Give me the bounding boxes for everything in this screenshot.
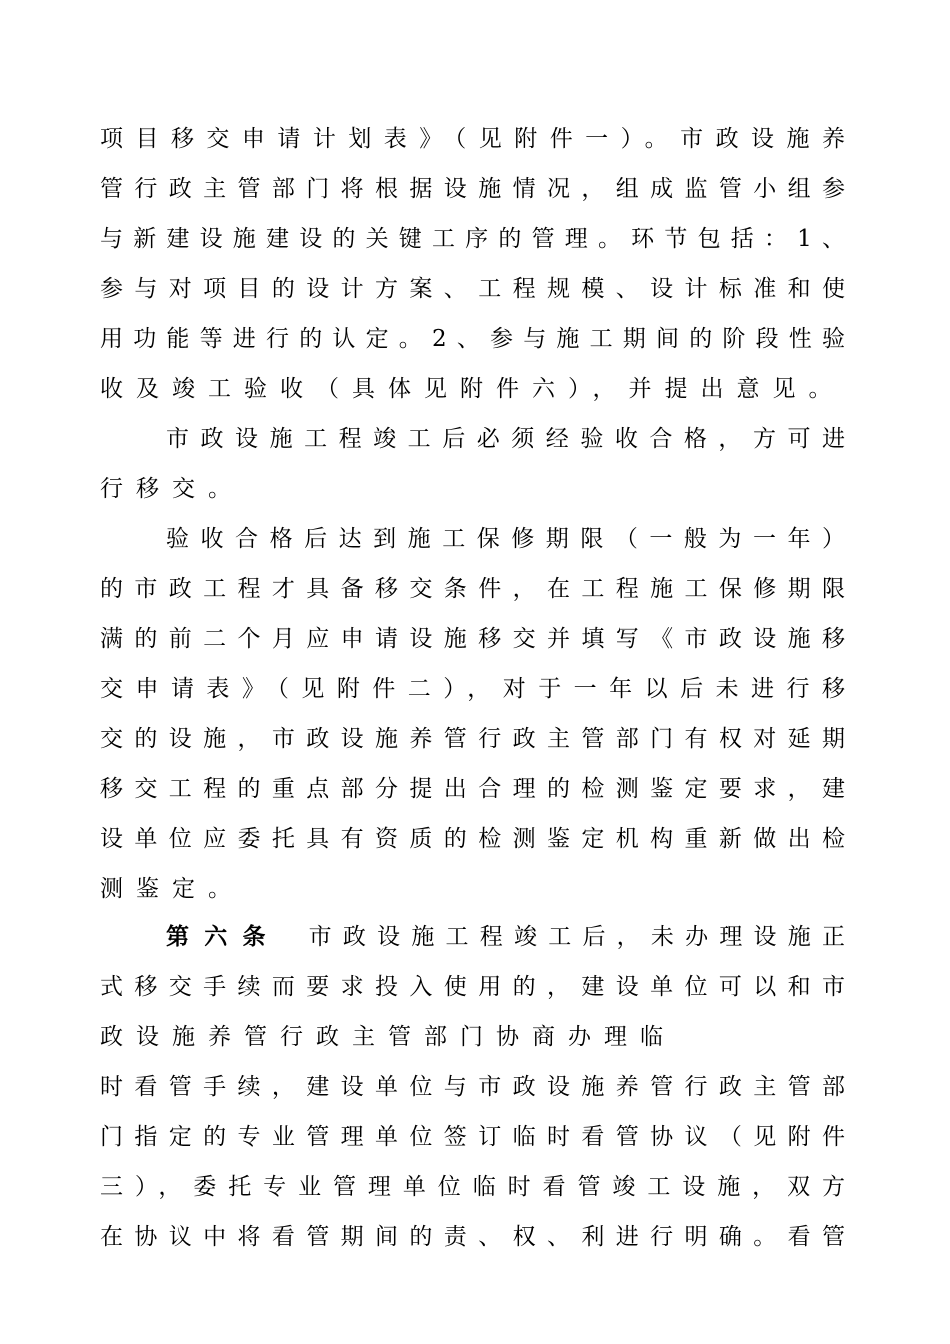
- text-line: 在协议中将看管期间的责、权、利进行明确。看管: [100, 1224, 845, 1250]
- text-line: 用功能等进行的认定。2、参与施工期间的阶段性验: [100, 326, 845, 352]
- text-line: 测鉴定。: [100, 876, 244, 902]
- text-line: 移交工程的重点部分提出合理的检测鉴定要求，建: [100, 776, 845, 802]
- paragraph-start-line: 市政设施工程竣工后必须经验收合格，方可进: [166, 426, 845, 452]
- text-line: 交申请表》（见附件二），对于一年以后未进行移: [100, 676, 845, 702]
- text-line: 管行政主管部门将根据设施情况，组成监管小组参: [100, 176, 845, 202]
- text-line: 政设施养管行政主管部门协商办理临: [100, 1024, 676, 1050]
- article-number: 第六条: [166, 923, 281, 950]
- text-line: 的市政工程才具备移交条件，在工程施工保修期限: [100, 576, 845, 602]
- article-text: 市政设施工程竣工后，未办理设施正: [308, 924, 845, 950]
- text-line: 收及竣工验收（具体见附件六），并提出意见。: [100, 376, 845, 402]
- text-line: 满的前二个月应申请设施移交并填写《市政设施移: [100, 626, 845, 652]
- article-heading-line: [166, 919, 845, 955]
- text-line: 时看管手续，建设单位与市政设施养管行政主管部: [100, 1074, 845, 1100]
- text-line: 门指定的专业管理单位签订临时看管协议（见附件: [100, 1124, 845, 1150]
- text-line: 设单位应委托具有资质的检测鉴定机构重新做出检: [100, 826, 845, 852]
- text-line: 交的设施，市政设施养管行政主管部门有权对延期: [100, 726, 845, 752]
- text-line: 式移交手续而要求投入使用的，建设单位可以和市: [100, 974, 845, 1000]
- text-line: 项目移交申请计划表》（见附件一）。市政设施养: [100, 126, 845, 152]
- text-line: 行移交。: [100, 476, 244, 502]
- paragraph-start-line: 验收合格后达到施工保修期限（一般为一年）: [166, 526, 845, 552]
- text-line: 三），委托专业管理单位临时看管竣工设施，双方: [100, 1174, 845, 1200]
- text-line: 参与对项目的设计方案、工程规模、设计标准和使: [100, 276, 845, 302]
- text-line: 与新建设施建设的关键工序的管理。环节包括：1、: [100, 226, 845, 252]
